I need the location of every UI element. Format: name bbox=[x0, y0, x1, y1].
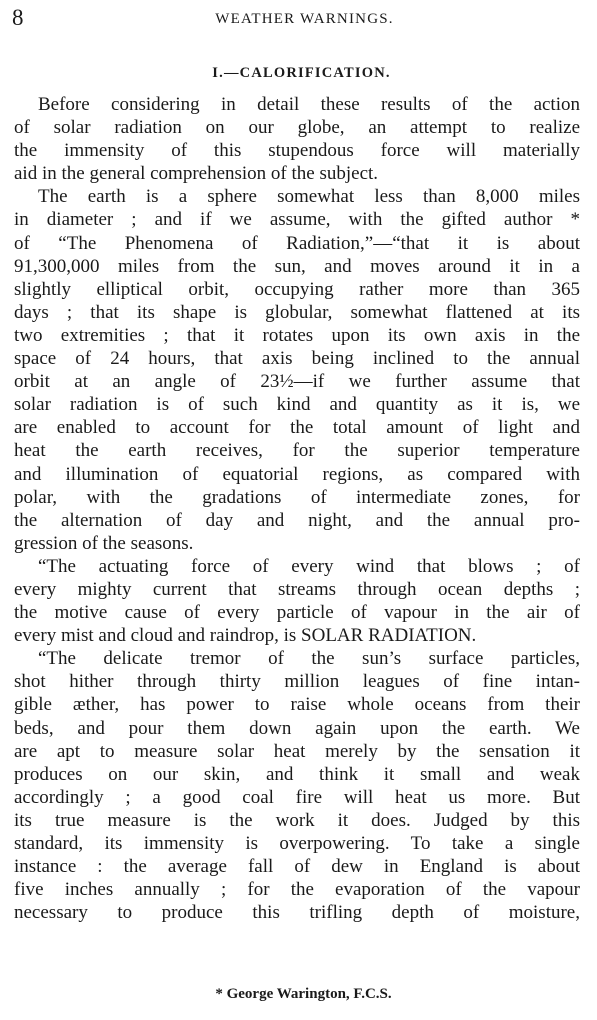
text-line: aid in the general comprehension of the subject. bbox=[14, 163, 379, 185]
text-line: its true measure is the work it does. Judged by this bbox=[14, 809, 580, 831]
text-line: standard, its immensity is overpowering. To take a single bbox=[14, 833, 580, 854]
footnote: * George Warington, F.C.S. bbox=[215, 986, 392, 1002]
text-line: polar, with the gradations of intermediate zones, for bbox=[14, 486, 580, 508]
text-line: accordingly ; a good coal fire will heat us more. But bbox=[14, 786, 580, 808]
running-title: WEATHER WARNINGS. bbox=[215, 11, 394, 27]
text-line: of “The Phenomena of Radiation,”—“that it is about bbox=[14, 232, 580, 254]
text-line: and illumination of equatorial regions, as compared with bbox=[14, 463, 580, 485]
text-line: every mist and cloud and raindrop, is SOLAR RADIATION. bbox=[14, 625, 477, 647]
text-line: the alternation of day and night, and the annual pro- bbox=[14, 509, 580, 531]
text-line: five inches annually ; for the evaporation of the vapour bbox=[14, 879, 580, 901]
text-line: heat the earth receives, for the superior temperature bbox=[14, 440, 580, 462]
text-line: Before considering in detail these results of the action bbox=[38, 94, 580, 115]
running-head bbox=[10, 4, 587, 34]
page-number: 8 bbox=[12, 5, 24, 30]
text-line: are enabled to account for the total amount of light and bbox=[14, 417, 580, 439]
text-line: gible æther, has power to raise whole oceans from their bbox=[14, 694, 580, 716]
text-line: beds, and pour them down again upon the earth. We bbox=[14, 717, 580, 739]
text-line: days ; that its shape is globular, somewhat flattened at its bbox=[14, 301, 580, 323]
text-line: necessary to produce this trifling depth of moisture, bbox=[14, 902, 580, 924]
text-line: orbit at an angle of 23½—if we further assume that bbox=[14, 371, 580, 393]
text-line: the motive cause of every particle of vapour in the air of bbox=[14, 602, 580, 624]
text-line: “The actuating force of every wind that blows ; of bbox=[38, 555, 580, 577]
text-line: two extremities ; that it rotates upon its own axis in the bbox=[14, 324, 580, 346]
text-line: “The delicate tremor of the sun’s surface particles, bbox=[38, 648, 580, 670]
text-line: space of 24 hours, that axis being inclined to the annual bbox=[14, 348, 580, 370]
text-line: the immensity of this stupendous force will materially bbox=[14, 140, 580, 162]
text-line: every mighty current that streams through ocean depths ; bbox=[14, 578, 580, 600]
text-line: produces on our skin, and think it small and weak bbox=[14, 763, 580, 785]
section-heading: I.—CALORIFICATION. bbox=[212, 65, 391, 81]
text-line: 91,300,000 miles from the sun, and moves around it in a bbox=[14, 255, 580, 277]
text-line: in diameter ; and if we assume, with the gifted author * bbox=[14, 209, 580, 231]
text-line: of solar radiation on our globe, an attempt to realize bbox=[14, 117, 580, 139]
text-line: instance : the average fall of dew in England is about bbox=[14, 856, 580, 878]
body-text bbox=[14, 93, 580, 924]
text-line: slightly elliptical orbit, occupying rather more than 365 bbox=[14, 278, 580, 300]
text-line: gression of the seasons. bbox=[14, 532, 194, 554]
text-line: solar radiation is of such kind and quantity as it is, we bbox=[14, 394, 580, 416]
text-line: The earth is a sphere somewhat less than 8,000 miles bbox=[38, 186, 580, 208]
text-line: are apt to measure solar heat merely by the sensation it bbox=[14, 740, 580, 762]
text-line: shot hither through thirty million leagues of fine intan- bbox=[14, 671, 580, 693]
